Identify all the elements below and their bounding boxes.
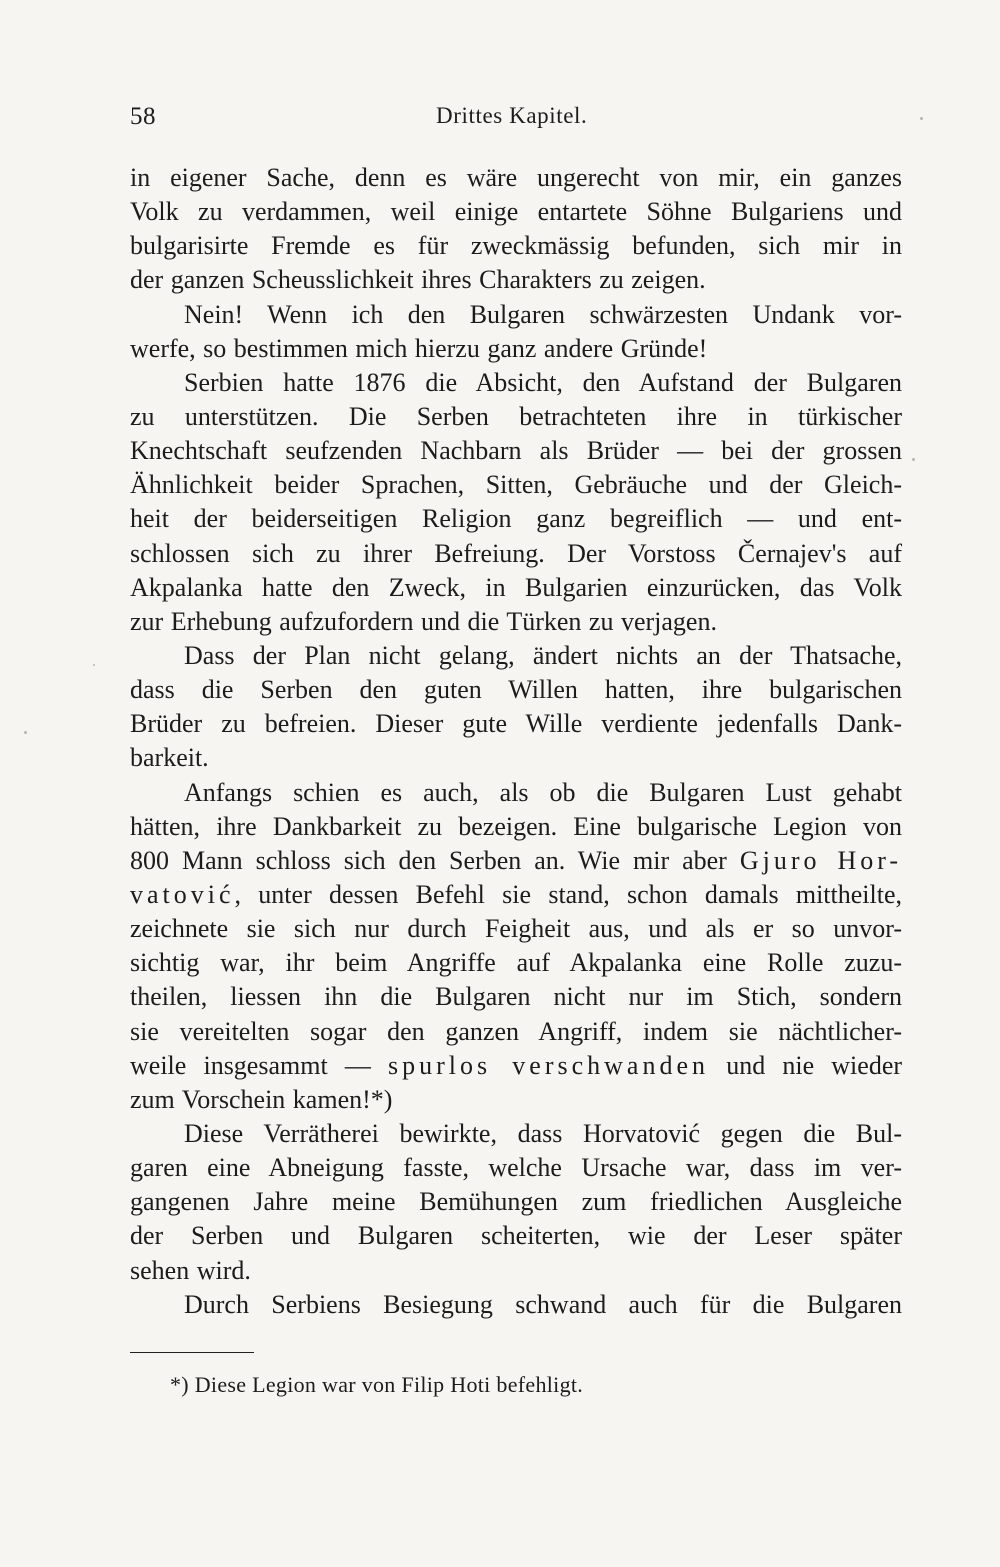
paper-speck bbox=[912, 458, 915, 461]
text-line bbox=[130, 878, 902, 912]
text-line: bulgarisirte Fremde es für zweckmässig befunden, sich mir in bbox=[130, 231, 902, 261]
text-line: theilen, liessen ihn die Bulgaren nicht nur im Stich, sondern bbox=[130, 982, 902, 1012]
spaced-name: Gjuro Hor- bbox=[739, 845, 903, 875]
text-line: Knechtschaft seufzenden Nachbarn als Brüder — bei der grossen bbox=[130, 436, 902, 466]
text-line: zur Erhebung aufzufordern und die Türken zu verjagen. bbox=[130, 606, 717, 636]
text-segment: weile insgesammt — bbox=[130, 1050, 371, 1080]
text-line: barkeit. bbox=[130, 743, 209, 773]
text-segment: 800 Mann schloss sich den Serben an. Wie mir aber bbox=[130, 845, 727, 875]
text-line: in eigener Sache, denn es wäre ungerecht von mir, ein ganzes bbox=[130, 163, 902, 192]
footnote: *) Diese Legion war von Filip Hoti befehligt. bbox=[170, 1372, 584, 1397]
page-number: 58 bbox=[130, 103, 156, 130]
chapter-title: Drittes Kapitel. bbox=[436, 103, 588, 128]
spaced-name: vatović bbox=[130, 879, 235, 909]
text-line: Diese Verrätherei bewirkte, dass Horvatović gegen die Bul- bbox=[184, 1118, 902, 1148]
text-line: werfe, so bestimmen mich hierzu ganz andere Gründe! bbox=[130, 333, 708, 363]
text-line bbox=[130, 844, 902, 878]
paper-speck bbox=[920, 117, 923, 120]
text-line: heit der beiderseitigen Religion ganz begreiflich — und ent- bbox=[130, 504, 902, 534]
text-line: garen eine Abneigung fasste, welche Ursache war, dass im ver- bbox=[130, 1153, 902, 1183]
text-line: der ganzen Scheusslichkeit ihres Charakters zu zeigen. bbox=[130, 265, 706, 295]
text-line: sehen wird. bbox=[130, 1255, 251, 1285]
text-segment: und nie wieder bbox=[726, 1050, 903, 1080]
text-line: Anfangs schien es auch, als ob die Bulgaren Lust gehabt bbox=[184, 777, 902, 807]
text-line: zeichnete sie sich nur durch Feigheit aus, und als er so unvor- bbox=[130, 914, 902, 944]
text-line bbox=[130, 1049, 902, 1083]
text-line: Dass der Plan nicht gelang, ändert nichts an der Thatsache, bbox=[184, 640, 902, 670]
text-line: hätten, ihre Dankbarkeit zu bezeigen. Eine bulgarische Legion von bbox=[130, 811, 902, 841]
text-line: dass die Serben den guten Willen hatten, ihre bulgarischen bbox=[130, 675, 902, 705]
text-segment: , unter dessen Befehl sie stand, schon damals mittheilte, bbox=[234, 879, 902, 909]
text-line: schlossen sich zu ihrer Befreiung. Der Vorstoss Černajev's auf bbox=[130, 538, 902, 568]
body-text bbox=[130, 161, 902, 1322]
paper-speck bbox=[93, 664, 95, 666]
running-header bbox=[130, 103, 902, 139]
text-line: Nein! Wenn ich den Bulgaren schwärzesten Undank vor- bbox=[184, 299, 902, 329]
text-line: Brüder zu befreien. Dieser gute Wille verdiente jedenfalls Dank- bbox=[130, 709, 902, 739]
text-line: sie vereitelten sogar den ganzen Angriff, indem sie nächtlicher- bbox=[130, 1016, 902, 1046]
text-line: Ähnlichkeit beider Sprachen, Sitten, Gebräuche und der Gleich- bbox=[130, 470, 902, 500]
text-line: Volk zu verdammen, weil einige entartete Söhne Bulgariens und bbox=[130, 197, 902, 227]
text-line: Durch Serbiens Besiegung schwand auch für die Bulgaren bbox=[184, 1289, 902, 1319]
footnote-divider bbox=[130, 1352, 254, 1353]
text-line: Serbien hatte 1876 die Absicht, den Aufstand der Bulgaren bbox=[184, 367, 902, 397]
text-line: gangenen Jahre meine Bemühungen zum friedlichen Ausgleiche bbox=[130, 1187, 902, 1217]
text-line: zum Vorschein kamen!*) bbox=[130, 1084, 393, 1114]
text-line: sichtig war, ihr beim Angriffe auf Akpalanka eine Rolle zuzu- bbox=[130, 948, 902, 978]
spaced-emphasis: spurlos verschwanden bbox=[388, 1050, 710, 1080]
text-line: Akpalanka hatte den Zweck, in Bulgarien einzurücken, das Volk bbox=[130, 572, 902, 602]
paper-speck bbox=[24, 731, 27, 734]
text-line: der Serben und Bulgaren scheiterten, wie der Leser später bbox=[130, 1221, 902, 1251]
text-line: zu unterstützen. Die Serben betrachteten ihre in türkischer bbox=[130, 401, 902, 431]
